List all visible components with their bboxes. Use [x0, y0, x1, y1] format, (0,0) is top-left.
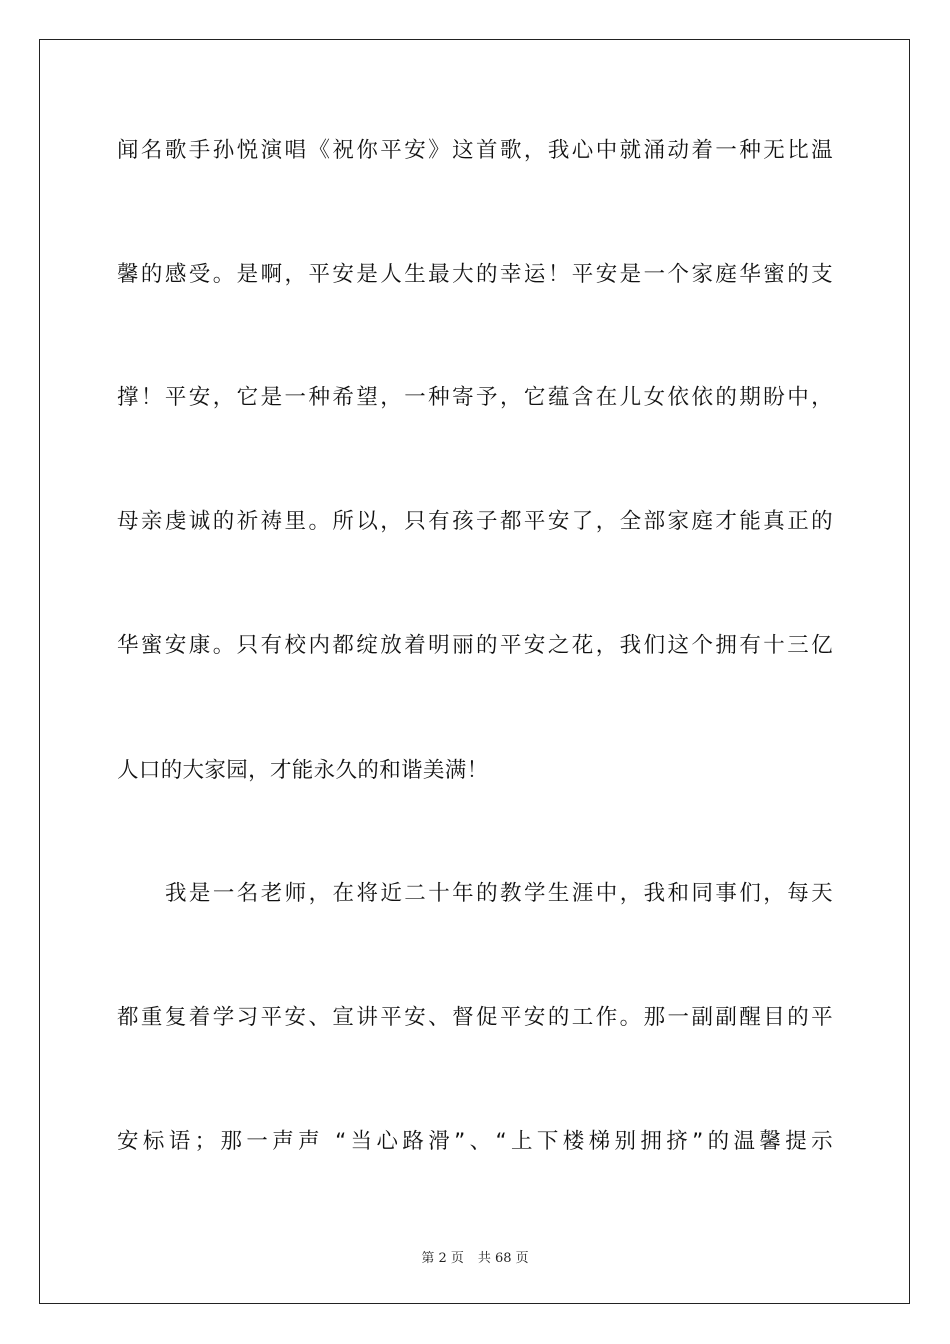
total-pages: 共 68 页 [477, 1251, 529, 1266]
text-line: 安标语；那一声声 “当心路滑”、“上下楼梯别拥挤”的温馨提示 [117, 1129, 833, 1154]
text-line: 人口的大家园，才能永久的和谐美满！ [117, 758, 489, 783]
text-line: 都重复着学习平安、宣讲平安、督促平安的工作。那一副副醒目的平 [117, 1005, 833, 1030]
page-border [39, 39, 910, 1304]
paragraph-first-line: 我是一名老师，在将近二十年的教学生涯中，我和同事们，每天 [165, 881, 833, 906]
text-line: 华蜜安康。只有校内都绽放着明丽的平安之花，我们这个拥有十三亿 [117, 633, 833, 658]
text-line: 母亲虔诚的祈祷里。所以，只有孩子都平安了，全部家庭才能真正的 [117, 509, 833, 534]
page-footer [0, 1247, 950, 1266]
text-line: 闻名歌手孙悦演唱《祝你平安》这首歌，我心中就涌动着一种无比温 [117, 138, 833, 163]
text-line: 撑！平安，它是一种希望，一种寄予，它蕴含在儿女依依的期盼中， [117, 385, 833, 410]
text-line: 馨的感受。是啊，平安是人生最大的幸运！平安是一个家庭华蜜的支 [117, 262, 833, 287]
page-number: 第 2 页 [421, 1251, 464, 1266]
